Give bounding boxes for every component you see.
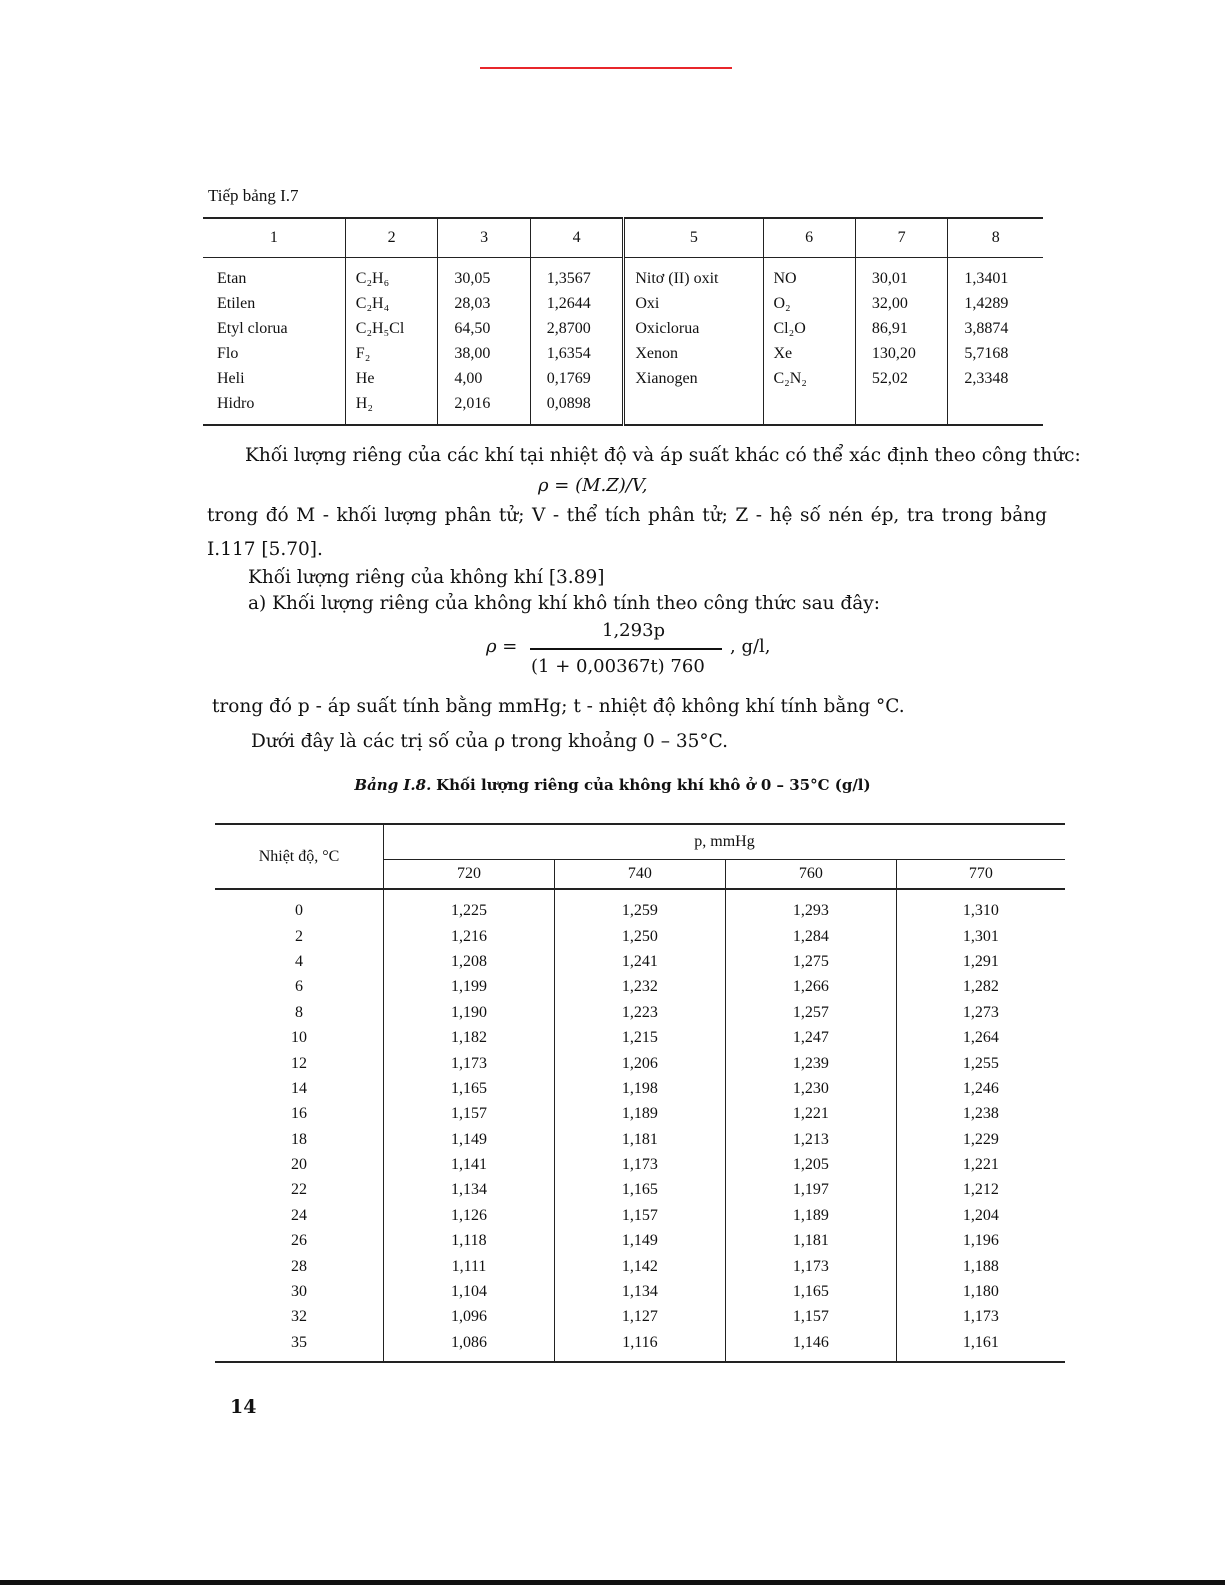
density-cell: 1,238 [896,1101,1065,1126]
density-cell: 1,232 [554,974,725,999]
density-cell: 1,189 [725,1203,896,1228]
density-cell: 1,266 [725,974,896,999]
density-cell: 1,134 [384,1177,555,1202]
pressure-col-760: 760 [725,860,896,890]
density-cell: 1,208 [384,949,555,974]
formula-unit: , g/l, [730,636,771,657]
temperature-cell: 2 [295,927,303,945]
density-cell: 1,216 [384,923,555,948]
density-cell: 1,205 [725,1152,896,1177]
table-row [215,949,1065,974]
density-cell: 1,190 [384,1000,555,1025]
col-header-2: 2 [345,218,438,258]
density-cell: 1,181 [554,1127,725,1152]
col-header-8: 8 [948,218,1043,258]
col-header-6: 6 [763,218,855,258]
temperature-cell: 35 [215,1330,384,1362]
density-cell: 1,199 [384,974,555,999]
density-cell: 1,157 [384,1101,555,1126]
table-row [215,1228,1065,1253]
table-header-row [215,824,1065,860]
formula-cell: C₂H₅Cl [355,320,405,337]
density-cell: 1,173 [384,1050,555,1075]
density-cell: 1,180 [896,1279,1065,1304]
pressure-col-720: 720 [384,860,555,890]
temperature-cell: 4 [295,952,303,970]
temperature-header: Nhiệt độ, °C [215,824,384,889]
pressure-group-header: p, mmHg [384,824,1066,860]
density-cell: 1,134 [554,1279,725,1304]
density-cell: 1,213 [725,1127,896,1152]
temperature-cell: 20 [291,1156,307,1174]
density-cell: 1,255 [896,1050,1065,1075]
paragraph-6: Dưới đây là các trị số của ρ trong khoảng 0 – 35°C. [251,731,728,752]
paragraph-2-line-1: trong đó M - khối lượng phân tử; V - thể tích phân tử; Z - hệ số nén ép, tra trong bảng [207,505,1047,526]
density-cell: 1,118 [384,1228,555,1253]
formula-cell: C₂H₄ [355,295,390,312]
density-cell: 1,275 [725,949,896,974]
temperature-cell: 32 [291,1308,307,1326]
density-cell: 1,146 [725,1330,896,1362]
density-cell: 1,284 [725,923,896,948]
temperature-cell: 0 [295,902,303,920]
formula-cell: H₂ [355,395,373,412]
density-cell: 1,273 [896,1000,1065,1025]
density-cell: 1,196 [896,1228,1065,1253]
molar-mass-right: 30,01 32,00 86,91 130,20 52,02 [855,258,948,426]
formula-cell: Cl₂O [773,320,806,337]
formula-numerator: 1,293p [602,620,666,641]
density-cell: 1,250 [554,923,725,948]
density-cell: 1,104 [384,1279,555,1304]
air-density-table [215,823,1065,1363]
table-row [215,889,1065,923]
page-number: 14 [230,1396,257,1418]
density-cell: 1,188 [896,1253,1065,1278]
temperature-cell: 30 [291,1283,307,1301]
fraction-bar [530,648,722,650]
density-cell: 1,126 [384,1203,555,1228]
gas-formulas-right [763,258,855,426]
formula-cell: NO [773,270,797,287]
paragraph-1: Khối lượng riêng của các khí tại nhiệt độ và áp suất khác có thể xác định theo công thức: [245,445,1081,466]
paragraph-5: trong đó p - áp suất tính bằng mmHg; t - nhiệt độ không khí tính bằng °C. [212,696,905,717]
temperature-cell: 22 [291,1181,307,1199]
gas-density-table [203,217,1043,426]
temperature-cell: 8 [295,1003,303,1021]
col-header-4: 4 [530,218,624,258]
temperature-cell: 18 [291,1130,307,1148]
table-row [215,1025,1065,1050]
density-cell: 1,157 [725,1304,896,1329]
density-cell: 1,182 [384,1025,555,1050]
gas-names-right: Nitơ (II) oxit Oxi Oxiclorua Xenon Xianogen [624,258,763,426]
density-cell: 1,246 [896,1076,1065,1101]
table-row [203,258,1043,426]
density-cell: 1,204 [896,1203,1065,1228]
density-cell: 1,111 [384,1253,555,1278]
scan-edge [0,1580,1225,1585]
formula-denominator: (1 + 0,00367t) 760 [531,656,705,677]
density-cell: 1,116 [554,1330,725,1362]
table-caption-label: Bảng I.8. [354,776,432,794]
density-cell: 1,247 [725,1025,896,1050]
col-header-3: 3 [438,218,530,258]
formula-cell: He [355,370,375,387]
gas-formulas-left [345,258,438,426]
density-cell: 1,165 [384,1076,555,1101]
density-cell: 1,293 [725,889,896,923]
density-cell: 1,165 [554,1177,725,1202]
formula-cell: O₂ [773,295,791,312]
temperature-cell: 28 [291,1257,307,1275]
col-header-1: 1 [203,218,345,258]
density-cell: 1,198 [554,1076,725,1101]
density-cell: 1,301 [896,923,1065,948]
temperature-cell: 24 [291,1206,307,1224]
density-cell: 1,215 [554,1025,725,1050]
table-row [215,1076,1065,1101]
density-cell: 1,096 [384,1304,555,1329]
table-row [215,1177,1065,1202]
temperature-cell: 12 [291,1054,307,1072]
density-cell: 1,264 [896,1025,1065,1050]
density-cell: 1,282 [896,974,1065,999]
density-cell: 1,189 [554,1101,725,1126]
density-cell: 1,141 [384,1152,555,1177]
density-cell: 1,310 [896,889,1065,923]
formula-cell: F₂ [355,345,371,362]
density-cell: 1,181 [725,1228,896,1253]
pressure-col-770: 770 [896,860,1065,890]
density-cell: 1,259 [554,889,725,923]
table-row [215,923,1065,948]
table-caption [0,776,1225,794]
col-header-7: 7 [855,218,948,258]
density-cell: 1,212 [896,1177,1065,1202]
paragraph-2-line-2: I.117 [5.70]. [207,539,323,560]
density-cell: 1,197 [725,1177,896,1202]
table-row [215,1152,1065,1177]
density-cell: 1,161 [896,1330,1065,1362]
density-left: 1,3567 1,2644 2,8700 1,6354 0,1769 0,0898 [530,258,624,426]
table-row [215,974,1065,999]
table-row [215,1330,1065,1362]
density-cell: 1,223 [554,1000,725,1025]
formula-lhs: ρ = [486,636,518,657]
density-cell: 1,173 [896,1304,1065,1329]
table-row [215,1279,1065,1304]
table-row [215,1253,1065,1278]
density-formula: ρ = (M.Z)/V, [538,475,648,496]
top-red-line [480,67,732,69]
density-cell: 1,229 [896,1127,1065,1152]
formula-cell: C₂H₆ [355,270,390,287]
paragraph-4: a) Khối lượng riêng của không khí khô tính theo công thức sau đây: [248,593,880,614]
density-cell: 1,149 [384,1127,555,1152]
density-cell: 1,086 [384,1330,555,1362]
density-cell: 1,291 [896,949,1065,974]
temperature-cell: 10 [291,1029,307,1047]
density-cell: 1,165 [725,1279,896,1304]
density-cell: 1,257 [725,1000,896,1025]
gas-names-left: Etan Etilen Etyl clorua Flo Heli Hidro [203,258,345,426]
density-cell: 1,206 [554,1050,725,1075]
table-header-row [203,218,1043,258]
table-row [215,1127,1065,1152]
temperature-cell: 14 [291,1079,307,1097]
temperature-cell: 26 [291,1232,307,1250]
density-cell: 1,142 [554,1253,725,1278]
density-cell: 1,157 [554,1203,725,1228]
table-row [215,1050,1065,1075]
density-cell: 1,127 [554,1304,725,1329]
temperature-cell: 16 [291,1105,307,1123]
col-header-5: 5 [624,218,763,258]
temperature-cell: 6 [295,978,303,996]
table-row [215,1304,1065,1329]
paragraph-3: Khối lượng riêng của không khí [3.89] [248,567,605,588]
molar-mass-left: 30,05 28,03 64,50 38,00 4,00 2,016 [438,258,530,426]
formula-cell: C₂N₂ [773,370,807,387]
density-cell: 1,241 [554,949,725,974]
density-cell: 1,173 [725,1253,896,1278]
density-cell: 1,239 [725,1050,896,1075]
density-cell: 1,173 [554,1152,725,1177]
density-cell: 1,221 [896,1152,1065,1177]
formula-cell: Xe [773,345,793,362]
table-row [215,1000,1065,1025]
density-cell: 1,221 [725,1101,896,1126]
density-right: 1,3401 1,4289 3,8874 5,7168 2,3348 [948,258,1043,426]
density-cell: 1,225 [384,889,555,923]
table-row [215,1203,1065,1228]
air-density-body [215,889,1065,1362]
density-cell: 1,230 [725,1076,896,1101]
table-continuation-caption: Tiếp bảng I.7 [208,186,299,205]
pressure-col-740: 740 [554,860,725,890]
table-caption-text: Khối lượng riêng của không khí khô ở 0 – 35°C (g/l) [436,776,871,794]
table-row [215,1101,1065,1126]
density-cell: 1,149 [554,1228,725,1253]
